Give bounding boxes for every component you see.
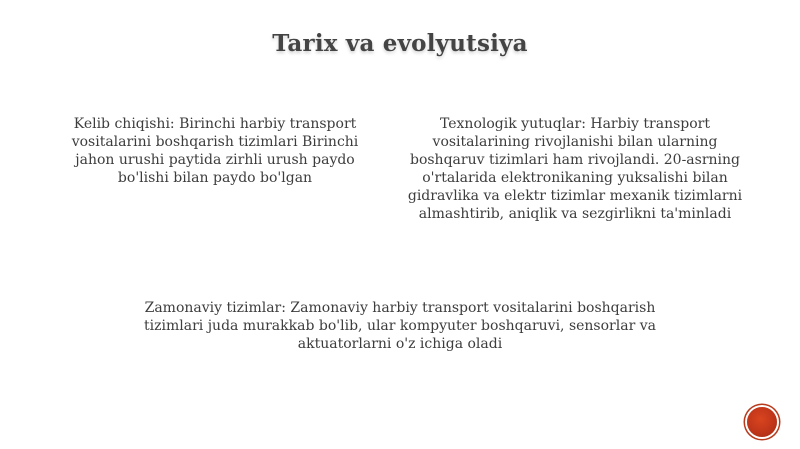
- tech-advances-text: Texnologik yutuqlar: Harbiy transport vositalarining rivojlanishi bilan ularning boshqaruv tizimlari ham rivojlandi. 20-asrning o'rtalarida elektronikaning yuksalishi bilan gidravlika va elektr tizimlar mexanik tizimlarni almashtirib, aniqlik va sezgirlikni ta'minladi: [407, 116, 743, 222]
- origin-text: Kelib chiqishi: Birinchi harbiy transport vositalarini boshqarish tizimlari Birinchi jahon urushi paytida zirhli urush paydo bo'lishi bilan paydo bo'lgan: [71, 116, 359, 186]
- circle-nav-icon[interactable]: [747, 407, 777, 437]
- modern-systems-text: Zamonaviy tizimlar: Zamonaviy harbiy transport vositalarini boshqarish tizimlari juda murakkab bo'lib, ular kompyuter boshqaruvi, sensorlar va aktuatorlarni o'z ichiga oladi: [144, 300, 656, 352]
- slide-title: Tarix va evolyutsiya: [272, 30, 528, 57]
